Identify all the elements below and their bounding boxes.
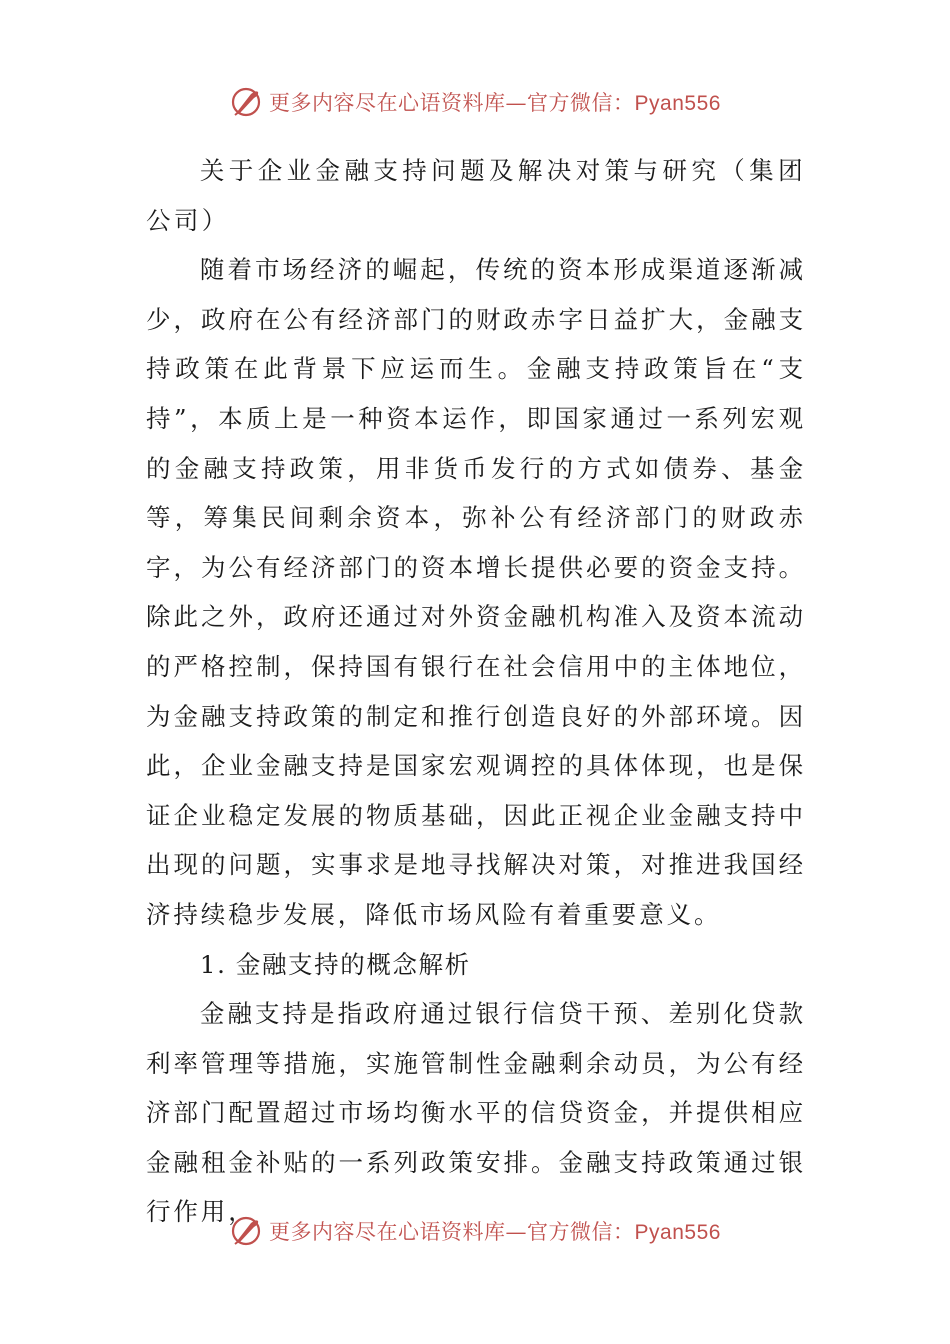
quill-pen-icon [229, 85, 263, 119]
banner-text [269, 1216, 721, 1246]
banner-separator: — [505, 1220, 528, 1244]
banner-separator: — [505, 91, 528, 115]
banner-wechat-label: 官方微信： [527, 1220, 635, 1244]
banner-slogan: 更多内容尽在心语资料库 [269, 1220, 506, 1244]
paragraph-2: 金融支持是指政府通过银行信贷干预、差别化贷款利率管理等措施，实施管制性金融剩余动员，为公有经济部门配置超过市场均衡水平的信贷资金，并提供相应金融租金补贴的一系列政策安排。金融支持政策通过银行作用， [146, 999, 806, 1227]
banner-text [269, 87, 721, 117]
document-title: 关于企业金融支持问题及解决对策与研究（集团公司） [146, 156, 806, 235]
quill-pen-icon [229, 1214, 263, 1248]
banner-wechat-label: 官方微信： [527, 91, 635, 115]
footer-banner [0, 1211, 950, 1251]
section-heading-1: 1. 金融支持的概念解析 [199, 949, 471, 979]
paragraph-1: 随着市场经济的崛起，传统的资本形成渠道逐渐减少，政府在公有经济部门的财政赤字日益扩大，金融支持政策在此背景下应运而生。金融支持政策旨在“支持”，本质上是一种资本运作，即国家通过一系列宏观的金融支持政策，用非货币发行的方式如债券、基金等，筹集民间剩余资本，弥补公有经济部门的财政赤字，为公有经济部门的资本增长提供必要的资金支持。除此之外，政府还通过对外资金融机构准入及资本流动的严格控制，保持国有银行在社会信用中的主体地位，为金融支持政策的制定和推行创造良好的外部环境。因此，企业金融支持是国家宏观调控的具体体现，也是保证企业稳定发展的物质基础，因此正视企业金融支持中出现的问题，实事求是地寻找解决对策，对推进我国经济持续稳步发展，降低市场风险有着重要意义。 [146, 255, 806, 929]
banner-slogan: 更多内容尽在心语资料库 [269, 91, 506, 115]
header-banner [0, 82, 950, 122]
document-body [146, 146, 806, 1237]
banner-wechat-id: Pyan556 [634, 1221, 721, 1244]
banner-wechat-id: Pyan556 [634, 92, 721, 115]
